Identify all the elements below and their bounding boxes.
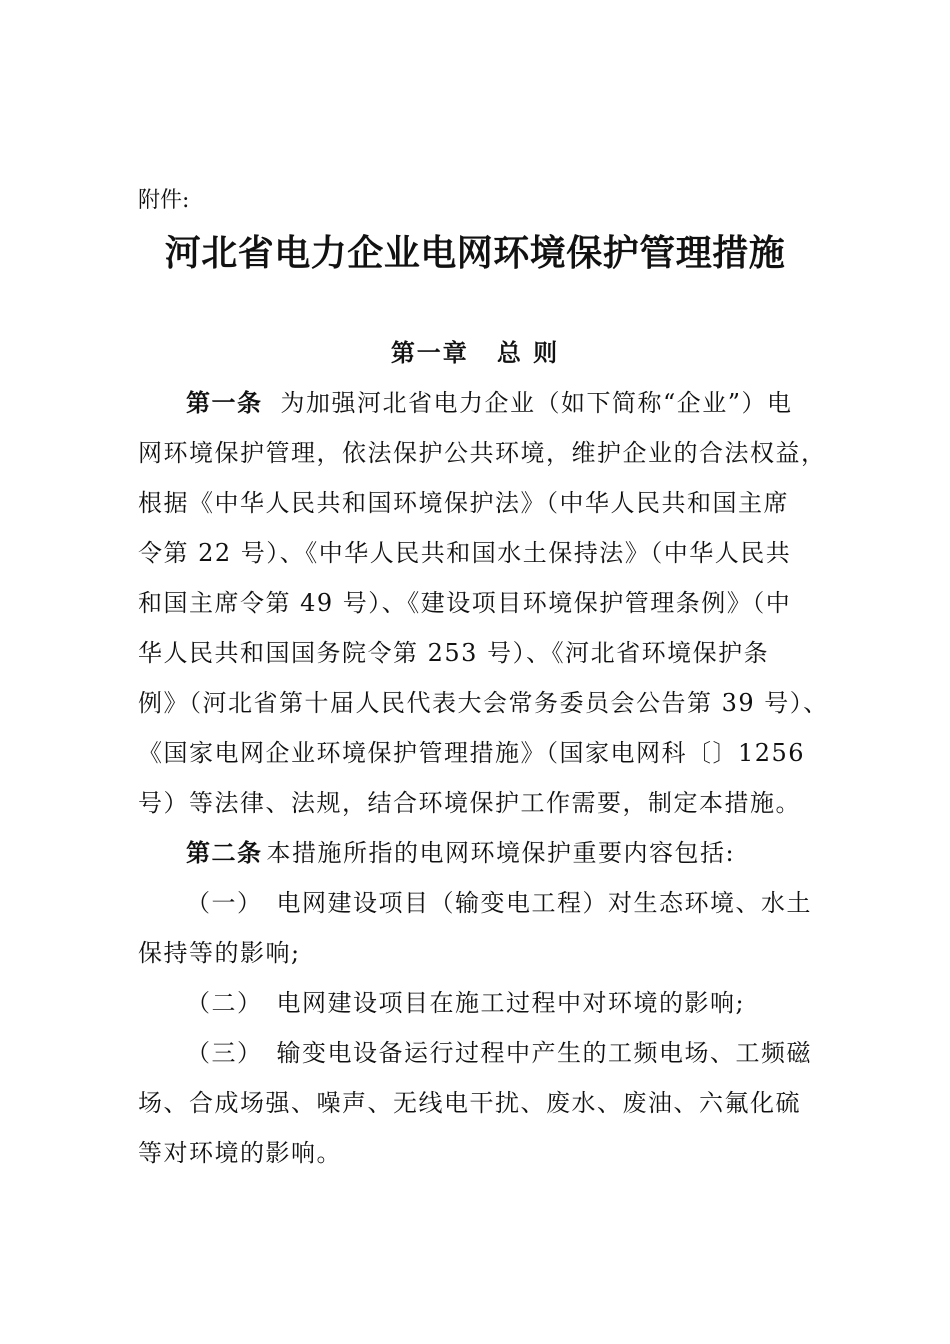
article-1-line: 华人民共和国国务院令第 253 号）、《河北省环境保护条 (138, 639, 770, 667)
item-3-continuation: 场、合成场强、噪声、无线电干扰、废水、废油、六氟化硫 (138, 1089, 801, 1117)
document-title: 河北省电力企业电网环境保护管理措施 (164, 232, 786, 274)
item-2-text: 电网建设项目在施工过程中对环境的影响; (276, 989, 746, 1017)
article-1-line (186, 386, 866, 420)
list-item (186, 1036, 866, 1070)
chapter-name: 总 则 (496, 338, 560, 367)
item-1-text: 电网建设项目（输变电工程）对生态环境、水土 (276, 889, 812, 917)
item-3-label: （三） (186, 1039, 263, 1067)
list-item (186, 886, 866, 920)
attachment-label: 附件: (138, 188, 190, 213)
chapter-heading (0, 336, 950, 370)
article-1-line: 令第 22 号）、《中华人民共和国水土保持法》（中华人民共 (138, 539, 792, 567)
article-2-text: 本措施所指的电网环境保护重要内容包括: (266, 839, 736, 867)
article-1-label: 第一条 (186, 388, 263, 417)
item-3-continuation: 等对环境的影响。 (138, 1139, 342, 1167)
article-1-line: 例》（河北省第十届人民代表大会常务委员会公告第 39 号）、 (138, 689, 829, 717)
article-1-line: 网环境保护管理，依法保护公共环境，维护企业的合法权益， (138, 439, 827, 467)
article-1-line: 《国家电网企业环境保护管理措施》（国家电网科〔〕1256 (138, 739, 806, 767)
item-1-continuation: 保持等的影响; (138, 939, 301, 967)
article-1-line: 和国主席令第 49 号）、《建设项目环境保护管理条例》（中 (138, 589, 792, 617)
article-1-line: 号）等法律、法规，结合环境保护工作需要，制定本措施。 (138, 789, 801, 817)
chapter-number: 第一章 (390, 338, 469, 367)
article-1-text: 为加强河北省电力企业（如下简称“企业”）电 (280, 389, 793, 417)
article-2-label: 第二条 (186, 838, 263, 867)
item-3-text: 输变电设备运行过程中产生的工频电场、工频磁 (276, 1039, 812, 1067)
item-2-label: （二） (186, 989, 263, 1017)
list-item (186, 986, 866, 1020)
article-2-line (186, 836, 866, 870)
item-1-label: （一） (186, 889, 263, 917)
article-1-line: 根据《中华人民共和国环境保护法》（中华人民共和国主席 (138, 489, 789, 517)
